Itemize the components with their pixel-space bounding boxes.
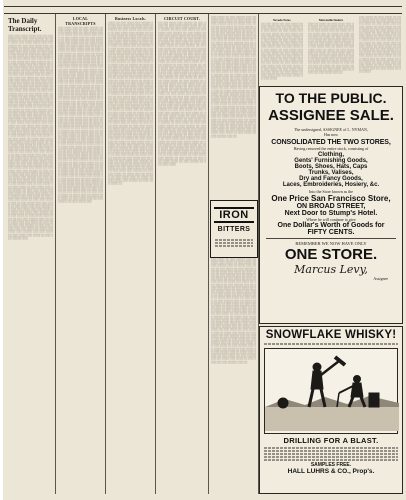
assignee-sale-ad [259, 86, 403, 324]
consolidated-heading: CONSOLIDATED THE TWO STORES, [271, 139, 391, 146]
whisky-copy-line [264, 459, 398, 461]
item-trunks: Trunks, Valises, [308, 170, 354, 176]
dollar-worth: One Dollar's Worth of Goods for [277, 222, 385, 229]
column-3 [106, 16, 155, 494]
iron-ad-word: IRON [214, 207, 254, 223]
drilling-illustration [264, 348, 398, 434]
column-8-text: ░░░ ░░░░ ░░ ░░░ ░░░░ ░░ ░░░ ░░░░ ░░░ ░░ ░░░ ░░░░ ░░ ░░░ ░░░░ ░░ ░░░ ░░░░ ░░░ ░░ ░░░ ░░░░ ░░ ░░░ ░░░░ ░░ ░░░ ░░░░ ░░░ ░░ ░░░ ░░░░ ░░ ░░░ ░░░░ ░░ ░░░ ░░░░ ░░░ ░░ ░░░ ░░░░ ░░ ░░░ ░░░░ ░░ ░░░ ░░░░ ░░░ ░░ ░░░ ░░░░ ░░ ░░░ ░░░░ ░░ ░░░ ░░░░ ░░░ ░░ ░░░ ░░░░ ░░ ░░░ ░░░░ ░░ ░░░ ░░░░ ░░░ ░░ ░░░ ░░░░ ░░ ░░░ ░░░░ ░░ ░░░ ░░░░ ░░░ ░░ ░░░ ░░░░ ░░ ░░░ ░░░░ ░░ ░░░ ░░░░ ░░░ ░░ ░░░ ░░░░ ░░ ░░░ ░░░░ ░░ ░░░ ░░░░ ░░░ ░░ ░░░ ░░░░ ░░ ░░░ ░░░░ ░░ ░░░ ░░░░ ░░░ ░░ ░░░ ░░░░ ░░ ░░░ ░░░░ [359, 16, 401, 74]
iron-ad-line [215, 239, 253, 241]
header-rule-lower [4, 13, 402, 14]
drilling-illustration-svg [265, 349, 399, 431]
column-5-upper-text: ░░░ ░░░░ ░░ ░░░ ░░░░░ ░░░ ░░ ░░░░ ░░░ ░░░░ ░░ ░░░ ░░░░ ░░ ░░░ ░░░░░ ░░░ ░░ ░░░░ ░░░ ░░░░ ░░ ░░░ ░░░░ ░░ ░░░ ░░░░░ ░░░ ░░ ░░░░ ░░░ ░░░░ ░░ ░░░ ░░░░ ░░ ░░░ ░░░░░ ░░░ ░░ ░░░░ ░░░ ░░░░ ░░ ░░░ ░░░░ ░░ ░░░ ░░░░░ ░░░ ░░ ░░░░ ░░░ ░░░░ ░░ ░░░ ░░░░ ░░ ░░░ ░░░░░ ░░░ ░░ ░░░░ ░░░ ░░░░ ░░ ░░░ ░░░░ ░░ ░░░ ░░░░░ ░░░ ░░ ░░░░ ░░░ ░░░░ ░░ ░░░ ░░░░ ░░ ░░░ ░░░░░ ░░░ ░░ ░░░░ ░░░ ░░░░ ░░ ░░░ ░░░░ ░░ ░░░ ░░░░░ ░░░ ░░ ░░░░ ░░░ ░░░░ ░░ ░░░ ░░░░ ░░ ░░░ ░░░░░ ░░░ ░░ ░░░░ ░░░ ░░░░ ░░ ░░░ ░░░░ ░░ ░░░ ░░░░░ ░░░ ░░ ░░░░ ░░░ ░░░░ ░░ ░░░ ░░░░ ░░ ░░░ ░░░░░ ░░░ ░░ ░░░░ ░░░ ░░░░ ░░ ░░░ ░░░░ ░░ ░░░ ░░░░░ ░░░ ░░ ░░░░ ░░░ ░░░░ ░░ ░░░ ░░░░ ░░ ░░░ ░░░░░ ░░░ ░░ ░░░░ ░░░ ░░░░ ░░ ░░░ ░░░░ ░░ ░░░ ░░░░░ ░░░ ░░ ░░░░ ░░░ ░░░░ ░░ ░░░ ░░░░ ░░ ░░░ ░░░░░ ░░░ ░░ ░░░░ ░░░ ░░░░ ░░ ░░░ ░░░░ ░░ ░░░ ░░░░░ ░░░ ░░ ░░░░ ░░░ ░░░░ ░░ ░░░ ░░░░ ░░ ░░░ ░░░░░ ░░░ ░░ ░░░░ ░░░ ░░░░ ░░ ░░░ ░░░░ ░░ ░░░ ░░░░░ ░░░ ░░ ░░░░ ░░░ ░░░░ ░░ ░░░ ░░░░ ░░ ░░░ ░░░░░ ░░░ ░░ ░░░░ ░░░ ░░░░ ░░ ░░░ ░░░░ ░░ ░░░ ░░░░░ ░░░ ░░ ░░░░ ░░░ ░░░░ ░░ ░░░ ░░░░ ░░ ░░░ ░░░░░ ░░░ ░░ ░░░░ ░░░ ░░░░ ░░ ░░░ ░░░░ ░░ ░░░ ░░░░░ ░░░ ░░ ░░░░ ░░░ ░░░░ ░░ ░░░ ░░░░ ░░ ░░░ ░░░░░ ░░░ ░░ [211, 16, 256, 138]
whisky-copy-line [264, 453, 398, 455]
samples-free: SAMPLES FREE. [310, 462, 352, 468]
column-6 [259, 16, 305, 86]
assignee-has: Has now [323, 132, 339, 137]
masthead: The Daily Transcript. [8, 17, 42, 33]
assignee-intro: The undersigned, ASSIGNEE of L. NYMAN, [294, 127, 368, 132]
whisky-copy-line [264, 447, 398, 449]
column-7-text: ░░░ ░░ ░░░░ ░░ ░░░ ░░░░ ░░░ ░░ ░░░░ ░░ ░░░ ░░░░ ░░░ ░░ ░░░░ ░░ ░░░ ░░░░ ░░░ ░░ ░░░░ ░░ ░░░ ░░░░ ░░░ ░░ ░░░░ ░░ ░░░ ░░░░ ░░░ ░░ ░░░░ ░░ ░░░ ░░░░ ░░░ ░░ ░░░░ ░░ ░░░ ░░░░ ░░░ ░░ ░░░░ ░░ ░░░ ░░░░ ░░░ ░░ ░░░░ ░░ ░░░ ░░░░ ░░░ ░░ ░░░░ ░░ ░░░ ░░░░ ░░░ ░░ ░░░░ ░░ ░░░ ░░░░ ░░░ ░░ ░░░░ ░░ ░░░ ░░░░ ░░░ ░░ ░░░░ ░░ ░░░ ░░░░ ░░░ ░░ ░░░░ ░░ ░░░ ░░░░ ░░░ ░░ ░░░░ ░░ ░░░ ░░░░ ░░░ ░░ ░░░░ ░░ ░░░ ░░░░ ░░░ ░░ ░░░░ ░░ ░░░ ░░░░ ░░░ ░░ ░░░░ ░░ ░░░ ░░░░ ░░░ ░░ ░░░░ ░░ ░░░ ░░░░ ░░░ ░░ [308, 23, 354, 75]
one-price-store: One Price San Francisco Store, [271, 194, 391, 203]
iron-ad-line [215, 242, 253, 244]
whisky-copy-line [264, 456, 398, 458]
to-the-public-heading: TO THE PUBLIC. [275, 90, 387, 106]
column-1 [6, 16, 55, 494]
next-door: Next Door to Stump's Hotel. [284, 210, 378, 217]
item-boots: Boots, Shoes, Hats, Caps [294, 164, 368, 170]
column-5-lower-text: ░░░ ░░░░ ░░ ░░░ ░░░░░ ░░░ ░░ ░░░░ ░░░ ░░░░ ░░ ░░░ ░░░░ ░░ ░░░ ░░░░░ ░░░ ░░ ░░░░ ░░░ ░░░░ ░░ ░░░ ░░░░ ░░ ░░░ ░░░░░ ░░░ ░░ ░░░░ ░░░ ░░░░ ░░ ░░░ ░░░░ ░░ ░░░ ░░░░░ ░░░ ░░ ░░░░ ░░░ ░░░░ ░░ ░░░ ░░░░ ░░ ░░░ ░░░░░ ░░░ ░░ ░░░░ ░░░ ░░░░ ░░ ░░░ ░░░░ ░░ ░░░ ░░░░░ ░░░ ░░ ░░░░ ░░░ ░░░░ ░░ ░░░ ░░░░ ░░ ░░░ ░░░░░ ░░░ ░░ ░░░░ ░░░ ░░░░ ░░ ░░░ ░░░░ ░░ ░░░ ░░░░░ ░░░ ░░ ░░░░ ░░░ ░░░░ ░░ ░░░ ░░░░ ░░ ░░░ ░░░░░ ░░░ ░░ ░░░░ ░░░ ░░░░ ░░ ░░░ ░░░░ ░░ ░░░ ░░░░░ ░░░ ░░ ░░░░ ░░░ ░░░░ ░░ ░░░ ░░░░ ░░ ░░░ ░░░░░ ░░░ ░░ ░░░░ ░░░ ░░░░ ░░ ░░░ ░░░░ ░░ ░░░ ░░░░░ ░░░ ░░ ░░░░ ░░░ ░░░░ ░░ ░░░ ░░░░ ░░ ░░░ ░░░░░ ░░░ ░░ ░░░░ ░░░ ░░░░ ░░ ░░░ ░░░░ ░░ ░░░ ░░░░░ ░░░ ░░ ░░░░ ░░░ ░░░░ ░░ ░░░ ░░░░ ░░ ░░░ ░░░░░ ░░░ ░░ ░░░░ ░░░ ░░░░ ░░ ░░░ ░░░░ ░░ ░░░ ░░░░░ ░░░ ░░ ░░░░ ░░░ ░░░░ ░░ ░░░ ░░░░ ░░ ░░░ ░░░░░ ░░░ ░░ ░░░░ ░░░ ░░░░ ░░ ░░░ ░░░░ ░░ ░░░ ░░░░░ ░░░ ░░ ░░░░ ░░░ ░░░░ ░░ ░░░ ░░░░ ░░ ░░░ ░░░░░ ░░░ ░░ ░░░░ ░░░ ░░░░ ░░ ░░░ ░░░░ ░░ ░░░ ░░░░░ ░░░ ░░ ░░░░ ░░░ ░░░░ ░░ ░░░ ░░░░ ░░ ░░░ ░░░░░ ░░░ ░░ [211, 258, 256, 364]
column-7-heading: Mercantile Dealers [318, 18, 344, 22]
whisky-copy-line [264, 450, 398, 452]
where-text: Where he will continue to give [306, 217, 356, 222]
column-4 [156, 16, 208, 494]
one-store-heading: ONE STORE. [284, 246, 378, 263]
broad-street: ON BROAD STREET, [296, 203, 366, 210]
scan-edge [0, 0, 3, 500]
column-7 [306, 16, 356, 86]
column-2 [56, 16, 105, 494]
item-dry-goods: Dry and Fancy Goods, [299, 176, 363, 182]
column-6-heading: Nevada Notes. [272, 18, 292, 22]
column-2-heading: LOCAL TRANSCRIPTS [65, 16, 96, 26]
remember-text: REMEMBER WE NOW HAVE ONLY [295, 241, 367, 246]
column-3-heading: Business Locals. [115, 16, 146, 21]
column-2-text: ░░░ ░░░░ ░░░ ░░ ░░░ ░░░░░ ░░ ░░░ ░░░░ ░░░ ░░ ░░░ ░░░░ ░░░░ ░░ ░░░░ ░░░ ░░ ░░░░ ░░░ ░░░░ ░░ ░░░ ░░░░ ░░░ ░░ ░░░ ░░░░░ ░░ ░░░ ░░░░ ░░░ ░░ ░░░ ░░░░ ░░░░ ░░ ░░░░ ░░░ ░░ ░░░░ ░░░ ░░░░ ░░ ░░░ ░░░░ ░░░ ░░ ░░░ ░░░░░ ░░ ░░░ ░░░░ ░░░ ░░ ░░░ ░░░░ ░░░░ ░░ ░░░░ ░░░ ░░ ░░░░ ░░░ ░░░░ ░░ ░░░ ░░░░ ░░░ ░░ ░░░ ░░░░░ ░░ ░░░ ░░░░ ░░░ ░░ ░░░ ░░░░ ░░░░ ░░ ░░░░ ░░░ ░░ ░░░░ ░░░ ░░░░ ░░ ░░░ ░░░░ ░░░ ░░ ░░░ ░░░░░ ░░ ░░░ ░░░░ ░░░ ░░ ░░░ ░░░░ ░░░░ ░░ ░░░░ ░░░ ░░ ░░░░ ░░░ ░░░░ ░░ ░░░ ░░░░ ░░░ ░░ ░░░ ░░░░░ ░░ ░░░ ░░░░ ░░░ ░░ ░░░ ░░░░ ░░░░ ░░ ░░░░ ░░░ ░░ ░░░░ ░░░ ░░░░ ░░ ░░░ ░░░░ ░░░ ░░ ░░░ ░░░░░ ░░ ░░░ ░░░░ ░░░ ░░ ░░░ ░░░░ ░░░░ ░░ ░░░░ ░░░ ░░ ░░░░ ░░░ ░░░░ ░░ ░░░ ░░░░ ░░░ ░░ ░░░ ░░░░░ ░░ ░░░ ░░░░ ░░░ ░░ ░░░ ░░░░ ░░░░ ░░ ░░░░ ░░░ ░░ ░░░░ ░░░ ░░░░ ░░ ░░░ ░░░░ ░░░ ░░ ░░░ ░░░░░ ░░ ░░░ ░░░░ ░░░ ░░ ░░░ ░░░░ ░░░░ ░░ ░░░░ ░░░ ░░ ░░░░ ░░░ ░░░░ ░░ ░░░ ░░░░ ░░░ ░░ ░░░ ░░░░░ ░░ ░░░ ░░░░ ░░░ ░░ ░░░ ░░░░ ░░░░ ░░ ░░░░ ░░░ ░░ ░░░░ ░░░ ░░░░ ░░ ░░░ ░░░░ ░░░ ░░ ░░░ ░░░░░ ░░ ░░░ ░░░░ ░░░ ░░ ░░░ ░░░░ ░░░░ ░░ ░░░░ ░░░ ░░ ░░░░ ░░░ ░░░░ ░░ ░░░ ░░░░ ░░░ ░░ ░░░ ░░░░░ ░░ ░░░ ░░░░ ░░░ ░░ ░░░ ░░░░ ░░░░ ░░ ░░░░ ░░░ ░░ ░░░░ ░░░ ░░░░ ░░ ░░░ ░░░░ ░░░ ░░ ░░░ ░░░░░ ░░ ░░░ ░░░░ ░░░ ░░ ░░░ ░░░░ ░░░░ ░░ ░░░░ ░░░ ░░ ░░░░ ░░░ ░░░░ ░░ ░░░ ░░░░ ░░░ ░░ ░░░ ░░░░░ ░░ ░░░ ░░░░ ░░░ ░░ ░░░ ░░░░ ░░░░ ░░ ░░░░ ░░░ ░░ ░░░░ ░░░ ░░░░ ░░ ░░░ ░░░░ ░░░ ░░ ░░░ ░░░░░ ░░ ░░░ ░░░░ ░░░ ░░ ░░░ ░░░░ ░░░░ ░░ ░░░░ ░░░ ░░ ░░░░ ░░░ ░░░░ ░░ ░░░ ░░░░ ░░░ ░░ ░░░ ░░░░░ ░░ ░░░ ░░░░ ░░░ ░░ ░░░ ░░░░ ░░░░ ░░ ░░░░ ░░░ ░░ ░░░░ ░░░ ░░░░ ░░ ░░░ ░░░░ ░░░ ░░ ░░░ ░░░░░ ░░ ░░░ ░░░░ ░░░ ░░ ░░░ ░░░░ ░░░░ ░░ ░░░░ ░░░ ░░ ░░░░ ░░░ ░░░░ ░░ ░░░ ░░░░ ░░░ ░░ ░░░ ░░░░░ ░░ ░░░ ░░░░ ░░░ [58, 27, 103, 203]
item-gents: Gents' Furnishing Goods, [294, 158, 368, 164]
marcus-levy-signature: Marcus Levy, [294, 263, 368, 276]
column-8 [357, 16, 403, 86]
assignee-sale-heading: ASSIGNEE SALE. [268, 107, 394, 124]
iron-ad-line [215, 245, 253, 247]
whisky-subline [264, 343, 398, 345]
column-6-text: ░░ ░░░ ░░░░ ░░ ░░░ ░░░░ ░░ ░░░ ░░░░ ░░░ ░░ ░░░ ░░░░ ░░ ░░░ ░░░░ ░░ ░░░ ░░░░ ░░░ ░░ ░░░ ░░░░ ░░ ░░░ ░░░░ ░░ ░░░ ░░░░ ░░░ ░░ ░░░ ░░░░ ░░ ░░░ ░░░░ ░░ ░░░ ░░░░ ░░░ ░░ ░░░ ░░░░ ░░ ░░░ ░░░░ ░░ ░░░ ░░░░ ░░░ ░░ ░░░ ░░░░ ░░ ░░░ ░░░░ ░░ ░░░ ░░░░ ░░░ ░░ ░░░ ░░░░ ░░ ░░░ ░░░░ ░░ ░░░ ░░░░ ░░░ ░░ ░░░ ░░░░ ░░ ░░░ ░░░░ ░░ ░░░ ░░░░ ░░░ ░░ ░░░ ░░░░ ░░ ░░░ ░░░░ ░░ ░░░ ░░░░ ░░░ ░░ ░░░ ░░░░ ░░ ░░░ ░░░░ ░░ ░░░ ░░░░ ░░░ ░░ ░░░ ░░░░ ░░ ░░░ ░░░░ ░░ ░░░ ░░░░ ░░░ ░░ ░░░ ░░░░ ░░ ░░░ ░░░░ [261, 23, 303, 81]
hall-luhrs-firm: HALL LUHRS & CO., Prop's. [287, 468, 375, 475]
iron-bitters-ad [210, 200, 258, 258]
column-4-text: ░░ ░░░ ░░░░ ░░░ ░░░░░ ░░ ░░░ ░░░░ ░░ ░░░ ░░░ ░░░░ ░░░░ ░░ ░░░ ░░░░░ ░░ ░░░ ░░░ ░░░░ ░░ ░░░ ░░░░ ░░░ ░░░░░ ░░ ░░░ ░░░░ ░░ ░░░ ░░░ ░░░░ ░░░░ ░░ ░░░ ░░░░░ ░░ ░░░ ░░░ ░░░░ ░░ ░░░ ░░░░ ░░░ ░░░░░ ░░ ░░░ ░░░░ ░░ ░░░ ░░░ ░░░░ ░░░░ ░░ ░░░ ░░░░░ ░░ ░░░ ░░░ ░░░░ ░░ ░░░ ░░░░ ░░░ ░░░░░ ░░ ░░░ ░░░░ ░░ ░░░ ░░░ ░░░░ ░░░░ ░░ ░░░ ░░░░░ ░░ ░░░ ░░░ ░░░░ ░░ ░░░ ░░░░ ░░░ ░░░░░ ░░ ░░░ ░░░░ ░░ ░░░ ░░░ ░░░░ ░░░░ ░░ ░░░ ░░░░░ ░░ ░░░ ░░░ ░░░░ ░░ ░░░ ░░░░ ░░░ ░░░░░ ░░ ░░░ ░░░░ ░░ ░░░ ░░░ ░░░░ ░░░░ ░░ ░░░ ░░░░░ ░░ ░░░ ░░░ ░░░░ ░░ ░░░ ░░░░ ░░░ ░░░░░ ░░ ░░░ ░░░░ ░░ ░░░ ░░░ ░░░░ ░░░░ ░░ ░░░ ░░░░░ ░░ ░░░ ░░░ ░░░░ ░░ ░░░ ░░░░ ░░░ ░░░░░ ░░ ░░░ ░░░░ ░░ ░░░ ░░░ ░░░░ ░░░░ ░░ ░░░ ░░░░░ ░░ ░░░ ░░░ ░░░░ ░░ ░░░ ░░░░ ░░░ ░░░░░ ░░ ░░░ ░░░░ ░░ ░░░ ░░░ ░░░░ ░░░░ ░░ ░░░ ░░░░░ ░░ ░░░ ░░░ ░░░░ ░░ ░░░ ░░░░ ░░░ ░░░░░ ░░ ░░░ ░░░░ ░░ ░░░ ░░░ ░░░░ ░░░░ ░░ ░░░ ░░░░░ ░░ ░░░ ░░░ ░░░░ ░░ ░░░ ░░░░ ░░░ ░░░░░ ░░ ░░░ ░░░░ ░░ ░░░ ░░░ ░░░░ ░░░░ ░░ ░░░ ░░░░░ ░░ ░░░ ░░░ ░░░░ ░░ ░░░ ░░░░ ░░░ ░░░░░ ░░ ░░░ ░░░░ ░░ ░░░ ░░░ ░░░░ ░░░░ ░░ ░░░ ░░░░░ ░░ ░░░ ░░░ ░░░░ ░░ ░░░ ░░░░ ░░░ ░░░░░ ░░ ░░░ ░░░░ ░░ ░░░ ░░░ ░░░░ ░░░░ ░░ ░░░ ░░░░░ ░░ ░░░ ░░░ ░░░░ ░░ ░░░ ░░░░ ░░░ ░░░░░ ░░ ░░░ ░░░░ ░░ ░░░ ░░░ ░░░░ ░░░░ ░░ ░░░ ░░░░░ ░░ ░░░ ░░░ ░░░░ ░░ ░░░ ░░░░ ░░░ ░░░░░ ░░ ░░░ ░░░░ ░░ ░░░ ░░░ ░░░░ ░░░░ ░░ ░░░ ░░░░░ ░░ ░░░ ░░░ ░░░░ ░░ ░░░ ░░░░ ░░░ ░░░░░ ░░ ░░░ ░░░░ ░░ ░░░ ░░░ ░░░░ ░░░░ ░░ ░░░ ░░░░░ ░░ ░░░ ░░░ ░░░░ [158, 22, 206, 166]
fifty-cents: FIFTY CENTS. [307, 229, 355, 236]
item-clothing: Clothing, [318, 152, 344, 158]
header-rule [4, 6, 402, 7]
item-laces: Laces, Embroideries, Hosiery, &c. [282, 182, 380, 188]
column-1-text: ░░░ ░░░ ░░░░ ░░░░ ░░░ ░░ ░░░ ░░░░░ ░░ ░░░ ░░░ ░░░░░ ░░ ░░░ ░░░░ ░░░ ░░░░ ░░░░ ░░░ ░░░ ░░░░░ ░░ ░░░ ░░░ ░░░░ ░░░ ░░░ ░░░░ ░░ ░░░░ ░░░ ░░░░ ░░░ ░░░░░ ░░░ ░░░ ░░░░ ░░ ░░░ ░░░░ ░░░ ░░░░ ░░ ░░░ ░░░ ░░░░░ ░░░ ░░ ░░░ ░░░░ ░░░ ░░░ ░░░░ ░░ ░░░ ░░░░ ░░░ ░░░ ░░░░░ ░░ ░░░ ░░░ ░░░░ ░░░ ░░░ ░░░░ ░░ ░░░░ ░░░ ░░░░ ░░░ ░░░░░ ░░░ ░░░ ░░░░ ░░ ░░░ ░░░░ ░░░ ░░░░ ░░ ░░░ ░░░ ░░░░░ ░░░ ░░ ░░░ ░░░░ ░░░ ░░░ ░░░░ ░░ ░░░ ░░░░ ░░░ ░░░ ░░░░░ ░░ ░░░ ░░░ ░░░░ ░░░ ░░░ ░░░░ ░░ ░░░░ ░░░ ░░░░ ░░░ ░░░░░ ░░░ ░░░ ░░░░ ░░ ░░░ ░░░░ ░░░ ░░░░ ░░ ░░░ ░░░ ░░░░░ ░░░ ░░ ░░░ ░░░░ ░░░ ░░░ ░░░░ ░░ ░░░ ░░░░ ░░░ ░░░ ░░░░░ ░░ ░░░ ░░░ ░░░░ ░░░ ░░░ ░░░░ ░░ ░░░░ ░░░ ░░░░ ░░░ ░░░░░ ░░░ ░░░ ░░░░ ░░ ░░░ ░░░░ ░░░ ░░░░ ░░ ░░░ ░░░ ░░░░░ ░░░ ░░ ░░░ ░░░░ ░░░ ░░░ ░░░░ ░░ ░░░ ░░░░ ░░░ ░░░ ░░░░░ ░░ ░░░ ░░░ ░░░░ ░░░ ░░░ ░░░░ ░░ ░░░░ ░░░ ░░░░ ░░░ ░░░░░ ░░░ ░░░ ░░░░ ░░ ░░░ ░░░░ ░░░ ░░░░ ░░ ░░░ ░░░ ░░░░░ ░░░ ░░ ░░░ ░░░░ ░░░ ░░░ ░░░░ ░░ ░░░ ░░░░ ░░░ ░░░ ░░░░░ ░░ ░░░ ░░░ ░░░░ ░░░ ░░░ ░░░░ ░░ ░░░░ ░░░ ░░░░ ░░░ ░░░░░ ░░░ ░░░ ░░░░ ░░ ░░░ ░░░░ ░░░ ░░░░ ░░ ░░░ ░░░ ░░░░░ ░░░ ░░ ░░░ ░░░░ ░░░ ░░░ ░░░░ ░░ ░░░ ░░░░ ░░░ ░░░ ░░░░░ ░░ ░░░ ░░░ ░░░░ ░░░ ░░░ ░░░░ ░░ ░░░░ ░░░ ░░░░ ░░░ ░░░░░ ░░░ ░░░ ░░░░ ░░ ░░░ ░░░░ ░░░ ░░░░ ░░ ░░░ ░░░ ░░░░░ ░░░ ░░ ░░░ ░░░░ ░░░ ░░░ ░░░░ ░░ ░░░ ░░░░ ░░░ ░░░ ░░░░░ ░░ ░░░ ░░░ ░░░░ ░░░ ░░░ ░░░░ ░░ ░░░░ ░░░ ░░░░ ░░░ ░░░░░ ░░░ ░░░ ░░░░ ░░ ░░░ ░░░░ ░░░ ░░░░ ░░ ░░░ ░░░ ░░░░░ ░░░ ░░ ░░░ ░░░░ ░░░ ░░░ ░░░░ ░░ ░░░ ░░░░ ░░░ ░░░ ░░░░░ ░░ ░░░ ░░░ ░░░░ ░░░ ░░░ ░░░░ ░░ ░░░░ ░░░ ░░░░ ░░░ ░░░░░ ░░░ ░░░ ░░░░ ░░ ░░░ ░░░░ ░░░ ░░░░ ░░ ░░░ ░░░ ░░░░░ ░░░ ░░ ░░░ ░░░░ ░░░ ░░░ ░░░░ ░░ ░░░ ░░░░ ░░░ ░░░ ░░░░░ ░░ ░░░ ░░░ ░░░░ ░░░ ░░░ ░░░░ ░░ ░░░░ ░░░ ░░░░ ░░░ ░░░░░ ░░░ ░░░ ░░░░ ░░ ░░░ ░░░░ ░░░ ░░░░ ░░ ░░░ ░░░ ░░░░░ ░░░ ░░ ░░░ ░░░░ ░░░ ░░░ ░░░░ ░░ ░░░ ░░░░ ░░░ ░░░ ░░░░░ ░░ ░░░ ░░░ ░░░░ ░░░ ░░░ ░░░░ ░░ ░░░░ ░░░ ░░░░ ░░░ ░░░░░ ░░░ ░░░ ░░░░ ░░ ░░░ ░░░░ ░░░ ░░░░ ░░ ░░░ ░░░ ░░░░░ ░░░ [8, 35, 53, 240]
assignee-label: Assignee [373, 276, 388, 281]
ad-divider [266, 238, 396, 239]
snowflake-whisky-ad [259, 326, 403, 494]
column-4-heading: CIRCUIT COURT. [163, 16, 201, 21]
assignee-sub: Having removed the entire stock, consisting of [293, 146, 369, 151]
into-store: Into the Store known as the [309, 189, 353, 194]
drilling-caption: DRILLING FOR A BLAST. [283, 436, 379, 445]
snowflake-whisky-heading: SNOWFLAKE WHISKY! [265, 329, 397, 341]
bitters-ad-word: BITTERS [217, 226, 251, 233]
column-3-text: ░░░░ ░░ ░░░ ░░░░ ░░░ ░░░░░ ░░ ░░░ ░░░ ░░░░ ░░ ░░░░ ░░░ ░░ ░░░░░ ░░ ░░░ ░░░░ ░░░ ░░ ░░░░ ░░ ░░░ ░░░░ ░░░ ░░░░░ ░░ ░░░ ░░░ ░░░░ ░░ ░░░░ ░░░ ░░ ░░░░░ ░░ ░░░ ░░░░ ░░░ ░░ ░░░░ ░░ ░░░ ░░░░ ░░░ ░░░░░ ░░ ░░░ ░░░ ░░░░ ░░ ░░░░ ░░░ ░░ ░░░░░ ░░ ░░░ ░░░░ ░░░ ░░ ░░░░ ░░ ░░░ ░░░░ ░░░ ░░░░░ ░░ ░░░ ░░░ ░░░░ ░░ ░░░░ ░░░ ░░ ░░░░░ ░░ ░░░ ░░░░ ░░░ ░░ ░░░░ ░░ ░░░ ░░░░ ░░░ ░░░░░ ░░ ░░░ ░░░ ░░░░ ░░ ░░░░ ░░░ ░░ ░░░░░ ░░ ░░░ ░░░░ ░░░ ░░ ░░░░ ░░ ░░░ ░░░░ ░░░ ░░░░░ ░░ ░░░ ░░░ ░░░░ ░░ ░░░░ ░░░ ░░ ░░░░░ ░░ ░░░ ░░░░ ░░░ ░░ ░░░░ ░░ ░░░ ░░░░ ░░░ ░░░░░ ░░ ░░░ ░░░ ░░░░ ░░ ░░░░ ░░░ ░░ ░░░░░ ░░ ░░░ ░░░░ ░░░ ░░ ░░░░ ░░ ░░░ ░░░░ ░░░ ░░░░░ ░░ ░░░ ░░░ ░░░░ ░░ ░░░░ ░░░ ░░ ░░░░░ ░░ ░░░ ░░░░ ░░░ ░░ ░░░░ ░░ ░░░ ░░░░ ░░░ ░░░░░ ░░ ░░░ ░░░ ░░░░ ░░ ░░░░ ░░░ ░░ ░░░░░ ░░ ░░░ ░░░░ ░░░ ░░ ░░░░ ░░ ░░░ ░░░░ ░░░ ░░░░░ ░░ ░░░ ░░░ ░░░░ ░░ ░░░░ ░░░ ░░ ░░░░░ ░░ ░░░ ░░░░ ░░░ ░░ ░░░░ ░░ ░░░ ░░░░ ░░░ ░░░░░ ░░ ░░░ ░░░ ░░░░ ░░ ░░░░ ░░░ ░░ ░░░░░ ░░ ░░░ ░░░░ ░░░ ░░ ░░░░ ░░ ░░░ ░░░░ ░░░ ░░░░░ ░░ ░░░ ░░░ ░░░░ ░░ ░░░░ ░░░ ░░ ░░░░░ ░░ ░░░ ░░░░ ░░░ ░░ ░░░░ ░░ ░░░ ░░░░ ░░░ ░░░░░ ░░ ░░░ ░░░ ░░░░ ░░ ░░░░ ░░░ ░░ ░░░░░ ░░ ░░░ ░░░░ ░░░ ░░ ░░░░ ░░ ░░░ ░░░░ ░░░ ░░░░░ ░░ ░░░ ░░░ ░░░░ ░░ ░░░░ ░░░ ░░ ░░░░░ ░░ ░░░ ░░░░ ░░░ ░░ ░░░░ ░░ ░░░ ░░░░ ░░░ ░░░░░ ░░ ░░░ ░░░ ░░░░ ░░ ░░░░ ░░░ ░░ ░░░░░ ░░ ░░░ ░░░░ ░░░ ░░ ░░░░ ░░ ░░░ ░░░░ ░░░ ░░░░░ ░░ ░░░ ░░░ ░░░░ ░░ ░░░░ ░░░ ░░ ░░░░░ ░░ ░░░ ░░░░ ░░░ ░░ ░░░░ ░░ ░░░ ░░░░ ░░░ ░░░░░ ░░ ░░░ ░░░ ░░░░ ░░ ░░░░ ░░░ ░░ ░░░░░ ░░ ░░░ ░░░░ ░░░ ░░ ░░░░ ░░ ░░░ ░░░░ ░░░ ░░░░░ ░░ ░░░ ░░░ ░░░░ ░░ [108, 22, 153, 186]
